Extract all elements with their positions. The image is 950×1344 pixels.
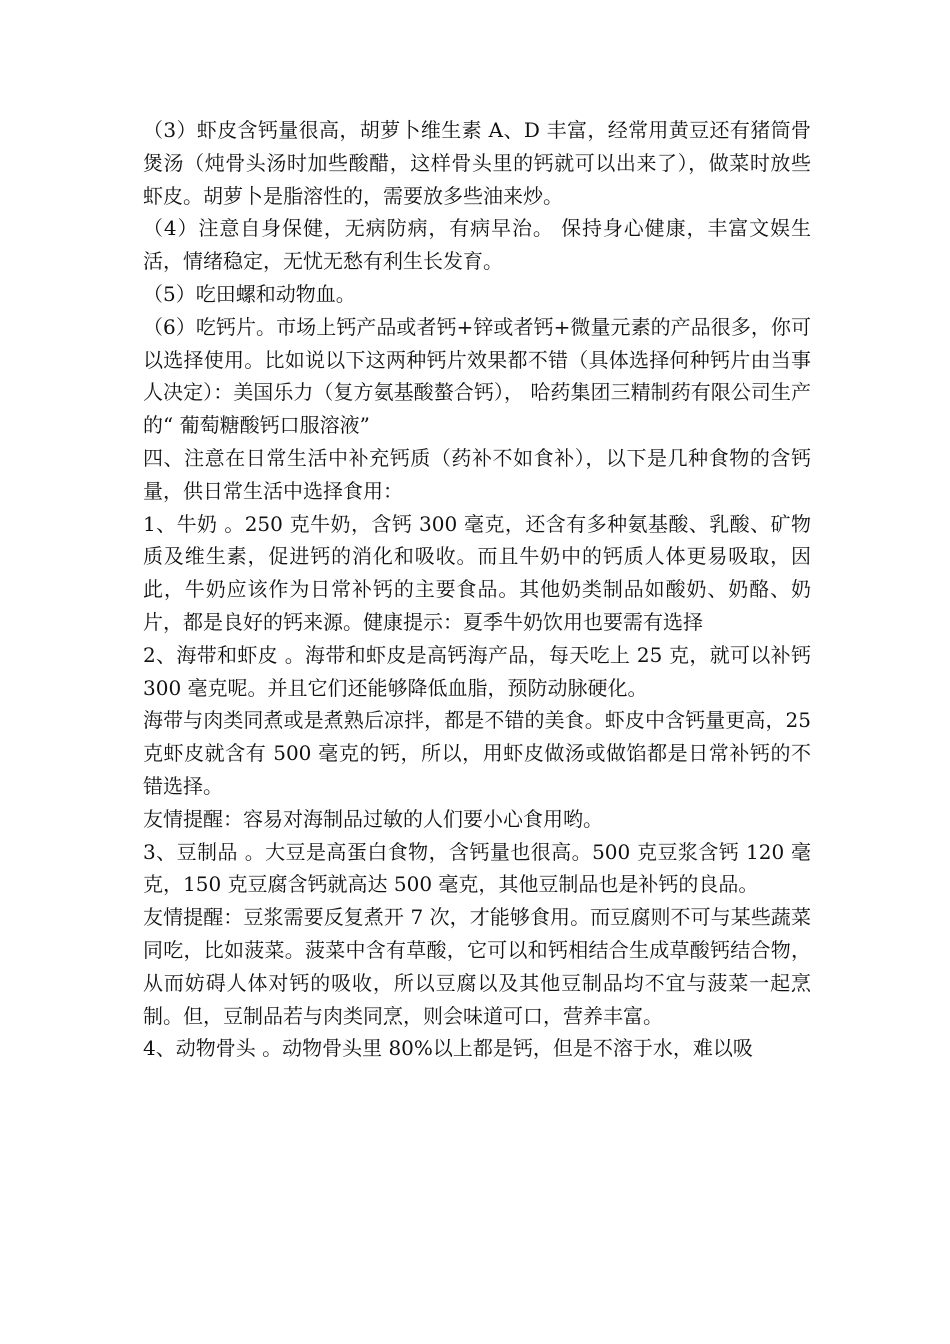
paragraph-kelp-cooking: 海带与肉类同煮或是煮熟后凉拌，都是不错的美食。虾皮中含钙量更高，25 克虾皮就含有 500 毫克的钙，所以，用虾皮做汤或做馅都是日常补钙的不错选择。 [143, 708, 811, 798]
paragraph-milk: 1、牛奶 。250 克牛奶，含钙 300 毫克，还含有多种氨基酸、乳酸、矿物质及维生素，促进钙的消化和吸收。而且牛奶中的钙质人体更易吸取，因此，牛奶应该作为日常补钙的主要食品。其他奶类制品如酸奶、奶酪、奶片，都是良好的钙来源。健康提示：夏季牛奶饮用也要需有选择 [143, 511, 811, 634]
paragraph-shrimp-skin-tip: （3）虾皮含钙量很高，胡萝卜维生素 A、D 丰富，经常用黄豆还有猪筒骨煲汤（炖骨头汤时加些酸醋，这样骨头里的钙就可以出来了），做菜时放些虾皮。胡萝卜是脂溶性的，需要放多些油来炒。 [143, 118, 811, 208]
paragraph-snail-blood-tip: （5）吃田螺和动物血。 [143, 281, 356, 306]
document-body [143, 114, 811, 1065]
paragraph-kelp-shrimp: 2、海带和虾皮 。海带和虾皮是高钙海产品，每天吃上 25 克，就可以补钙 300 毫克呢。并且它们还能够降低血脂，预防动脉硬化。 [143, 642, 811, 700]
paragraph-calcium-tablet-tip: （6）吃钙片。市场上钙产品或者钙+锌或者钙+微量元素的产品很多，你可以选择使用。比如说以下这两种钙片效果都不错（具体选择何种钙片由当事人决定）：美国乐力（复方氨基酸螯合钙）， 哈药集团三精制药有限公司生产的“ 葡萄糖酸钙口服溶液” [143, 314, 811, 438]
paragraph-soy-products: 3、豆制品 。大豆是高蛋白食物，含钙量也很高。500 克豆浆含钙 120 毫克，150 克豆腐含钙就高达 500 毫克，其他豆制品也是补钙的良品。 [143, 839, 811, 897]
paragraph-soy-reminder: 友情提醒：豆浆需要反复煮开 7 次，才能够食用。而豆腐则不可与某些蔬菜同吃，比如菠菜。菠菜中含有草酸，它可以和钙相结合生成草酸钙结合物，从而妨碍人体对钙的吸收，所以豆腐以及其他豆制品均不宜与菠菜一起烹制。但，豆制品若与肉类同烹，则会味道可口，营养丰富。 [143, 905, 811, 1028]
section-heading-daily-calcium: 四、注意在日常生活中补充钙质（药补不如食补），以下是几种食物的含钙量，供日常生活中选择食用： [143, 445, 811, 503]
paragraph-self-care-tip: （4）注意自身保健，无病防病，有病早治。 保持身心健康，丰富文娱生活，情绪稳定，无忧无愁有利生长发育。 [143, 216, 811, 274]
paragraph-seafood-allergy-reminder: 友情提醒：容易对海制品过敏的人们要小心食用哟。 [143, 806, 603, 831]
paragraph-animal-bones: 4、动物骨头 。动物骨头里 80%以上都是钙，但是不溶于水，难以吸 [143, 1036, 753, 1061]
